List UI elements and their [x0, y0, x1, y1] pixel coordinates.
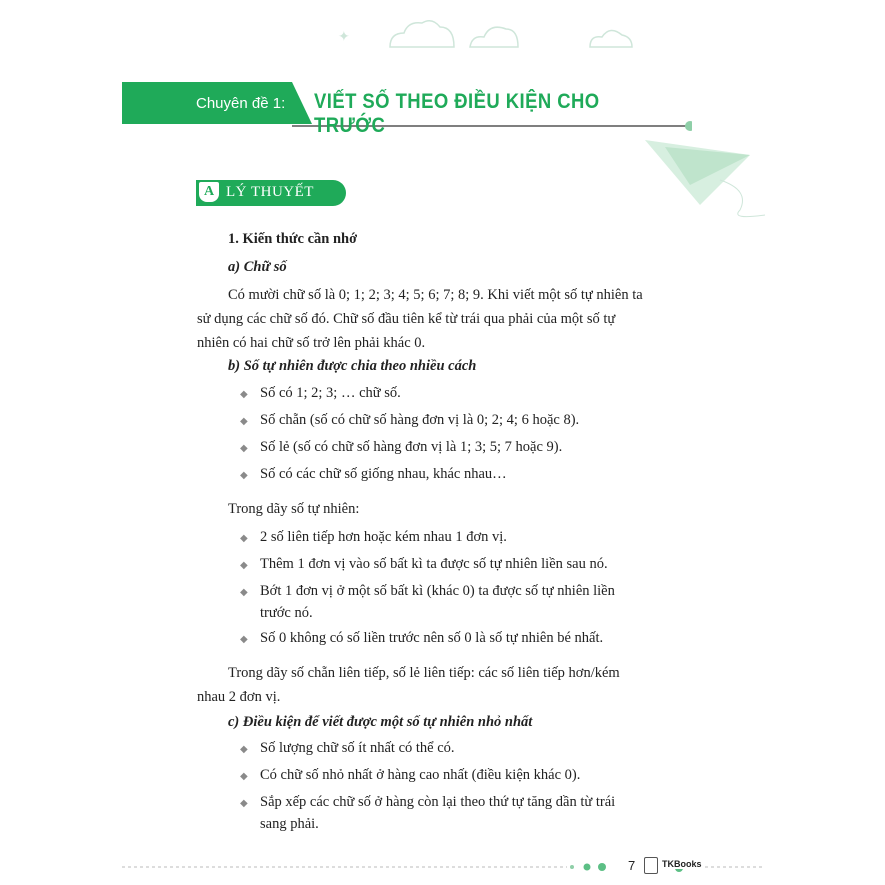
list-item: Số lẻ (số có chữ số hàng đơn vị là 1; 3; 5; 7 hoặc 9). — [260, 439, 563, 455]
bullet-icon: ◆ — [240, 798, 248, 809]
heading-a: a) Chữ số — [228, 259, 287, 275]
bullet-icon: ◆ — [240, 634, 248, 645]
chapter-header — [122, 82, 692, 137]
list-item: Số có 1; 2; 3; … chữ số. — [260, 385, 401, 401]
paper-plane-icon — [645, 135, 770, 225]
cloud-decoration-icon — [320, 15, 640, 55]
heading-b: b) Số tự nhiên được chia theo nhiều cách — [228, 358, 477, 374]
para-line: sử dụng các chữ số đó. Chữ số đầu tiên kể từ trái qua phải của một số tự — [197, 311, 616, 327]
bullet-icon: ◆ — [240, 771, 248, 782]
para-line: Có mười chữ số là 0; 1; 2; 3; 4; 5; 6; 7; 8; 9. Khi viết một số tự nhiên ta — [228, 287, 643, 303]
chapter-title: VIẾT SỐ THEO ĐIỀU KIỆN CHO TRƯỚC — [314, 90, 600, 137]
list-item: Số lượng chữ số ít nhất có thể có. — [260, 740, 455, 756]
list-item: Số chẵn (số có chữ số hàng đơn vị là 0; 2; 4; 6 hoặc 8). — [260, 412, 580, 428]
para-line: nhau 2 đơn vị. — [197, 689, 281, 705]
bullet-icon: ◆ — [240, 470, 248, 481]
list-item: Thêm 1 đơn vị vào số bất kì ta được số tự nhiên liền sau nó. — [260, 556, 608, 572]
heading-c: c) Điều kiện để viết được một số tự nhiên nhỏ nhất — [228, 714, 533, 730]
list-item: Bớt 1 đơn vị ở một số bất kì (khác 0) ta được số tự nhiên liền — [260, 583, 615, 599]
brand-logo: TKBooks — [662, 859, 702, 869]
list-item: Số 0 không có số liền trước nên số 0 là số tự nhiên bé nhất. — [260, 630, 604, 646]
para-line: Trong dãy số tự nhiên: — [228, 501, 360, 517]
section-title: LÝ THUYẾT — [226, 184, 314, 200]
list-item: Có chữ số nhỏ nhất ở hàng cao nhất (điều kiện khác 0). — [260, 767, 581, 783]
para-line: Trong dãy số chẵn liên tiếp, số lẻ liên tiếp: các số liên tiếp hơn/kém — [228, 665, 620, 681]
list-item: 2 số liên tiếp hơn hoặc kém nhau 1 đơn vị. — [260, 529, 507, 545]
bullet-icon: ◆ — [240, 560, 248, 571]
page-number: 7 — [628, 858, 636, 873]
list-item-cont: sang phải. — [260, 816, 319, 832]
para-line: nhiên có hai chữ số trở lên phải khác 0. — [197, 335, 426, 351]
chapter-label: Chuyên đề 1: — [196, 95, 286, 112]
heading-1: 1. Kiến thức cần nhớ — [228, 231, 358, 247]
book-icon — [644, 857, 658, 874]
list-item-cont: trước nó. — [260, 605, 313, 621]
bullet-icon: ◆ — [240, 744, 248, 755]
bullet-icon: ◆ — [240, 533, 248, 544]
bullet-icon: ◆ — [240, 587, 248, 598]
bullet-icon: ◆ — [240, 416, 248, 427]
list-item: Số có các chữ số giống nhau, khác nhau… — [260, 466, 507, 482]
section-letter: A — [199, 182, 219, 202]
svg-text:✦: ✦ — [338, 29, 350, 45]
bullet-icon: ◆ — [240, 389, 248, 400]
footer — [122, 855, 762, 879]
list-item: Sắp xếp các chữ số ở hàng còn lại theo thứ tự tăng dần từ trái — [260, 794, 616, 810]
section-badge — [196, 180, 346, 206]
bullet-icon: ◆ — [240, 443, 248, 454]
